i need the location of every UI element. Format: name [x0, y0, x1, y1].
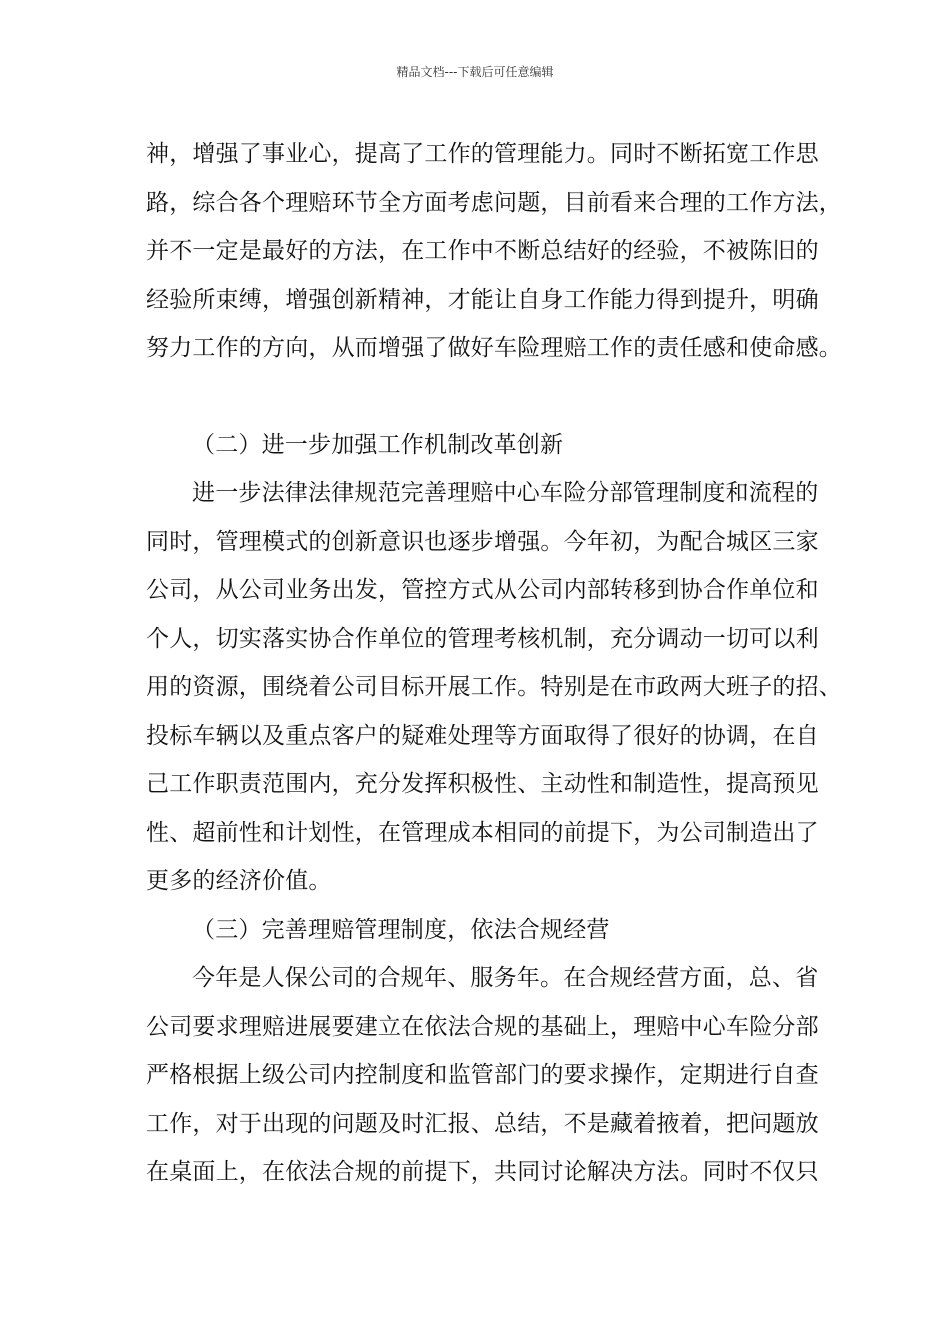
paragraph-1 — [146, 130, 842, 373]
text-line: 并不一定是最好的方法，在工作中不断总结好的经验，不被陈旧的 — [146, 238, 819, 264]
paragraph-3 — [146, 954, 826, 1197]
paragraph-2 — [146, 469, 842, 906]
paragraph-gap — [146, 373, 826, 421]
text-line: 神，增强了事业心，提高了工作的管理能力。同时不断拓宽工作思 — [146, 141, 819, 167]
text-line: 同时，管理模式的创新意识也逐步增强。今年初，为配合城区三家 — [146, 528, 819, 555]
text-line: 公司要求理赔进展要建立在依法合规的基础上，理赔中心车险分部 — [146, 1013, 819, 1040]
text-line: 路，综合各个理赔环节全方面考虑问题，目前看来合理的工作方法， — [146, 189, 842, 216]
document-body — [146, 130, 842, 1197]
text-line: 严格根据上级公司内控制度和监管部门的要求操作，定期进行自查 — [146, 1062, 819, 1088]
text-line: 公司，从公司业务出发，管控方式从公司内部转移到协合作单位和 — [146, 577, 819, 603]
text-line: 经验所束缚，增强创新精神，才能让自身工作能力得到提升，明确 — [146, 286, 819, 313]
text-line: 更多的经济价值。 — [146, 868, 332, 894]
text-line: 己工作职责范围内，充分发挥积极性、主动性和制造性，提高预见 — [146, 771, 819, 797]
text-line: 工作，对于出现的问题及时汇报、总结，不是藏着掖着，把问题放 — [146, 1110, 819, 1137]
text-line: 努力工作的方向，从而增强了做好车险理赔工作的责任感和使命感。 — [146, 335, 842, 361]
page-header: 精品文档---下载后可任意编辑 — [396, 65, 554, 79]
section-heading-3: （三）完善理赔管理制度，依法合规经营 — [192, 916, 610, 943]
text-line: 进一步法律法律规范完善理赔中心车险分部管理制度和流程的 — [192, 480, 819, 506]
text-line: 个人，切实落实协合作单位的管理考核机制，充分调动一切可以利 — [146, 625, 819, 652]
text-line: 投标车辆以及重点客户的疑难处理等方面取得了很好的协调，在自 — [146, 722, 819, 749]
text-line: 在桌面上，在依法合规的前提下，共同讨论解决方法。同时不仅只 — [146, 1159, 819, 1185]
text-line: 今年是人保公司的合规年、服务年。在合规经营方面，总、省 — [192, 965, 819, 991]
text-line: 性、超前性和计划性，在管理成本相同的前提下，为公司制造出了 — [146, 819, 819, 846]
section-heading-2: （二）进一步加强工作机制改革创新 — [192, 431, 564, 458]
text-line: 用的资源，围绕着公司目标开展工作。特别是在市政两大班子的招、 — [146, 674, 842, 700]
